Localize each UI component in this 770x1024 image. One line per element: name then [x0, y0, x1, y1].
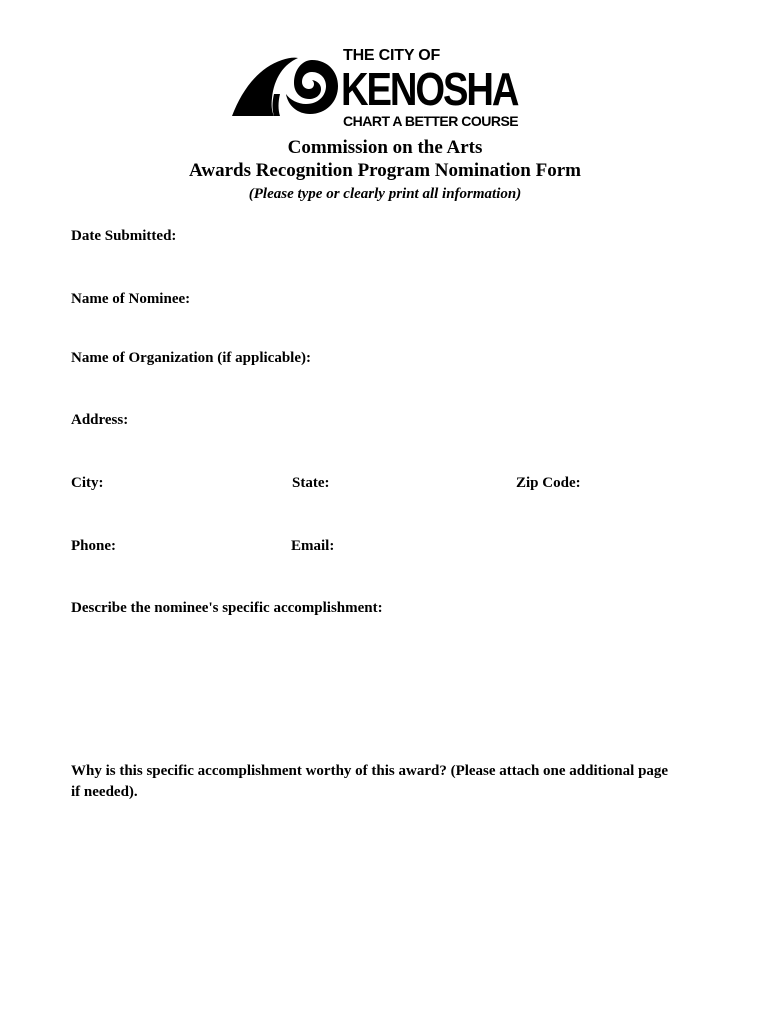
zip-code-label: Zip Code:: [516, 475, 581, 491]
logo-line-city-of: THE CITY OF: [343, 47, 441, 64]
logo-line-kenosha: KENOSHA: [341, 63, 518, 115]
why-worthy-label: Why is this specific accomplishment worthy of this award? (Please attach one additional page if needed).: [71, 763, 669, 800]
wave-logo-icon: [228, 54, 340, 118]
address-label: Address:: [71, 412, 129, 428]
form-subtitle: Awards Recognition Program Nomination Form: [189, 160, 581, 181]
city-of-kenosha-logo: [228, 46, 528, 132]
email-label: Email:: [291, 538, 335, 554]
form-instruction: (Please type or clearly print all information): [248, 186, 522, 202]
describe-accomplishment-label: Describe the nominee's specific accomplishment:: [71, 600, 383, 616]
organization-label: Name of Organization (if applicable):: [71, 350, 311, 366]
form-title: Commission on the Arts: [287, 137, 483, 158]
phone-label: Phone:: [71, 538, 116, 554]
logo-line-tagline: CHART A BETTER COURSE: [343, 113, 519, 129]
name-of-nominee-label: Name of Nominee:: [71, 291, 191, 307]
city-label: City:: [71, 475, 104, 491]
date-submitted-label: Date Submitted:: [71, 228, 177, 244]
state-label: State:: [292, 475, 330, 491]
